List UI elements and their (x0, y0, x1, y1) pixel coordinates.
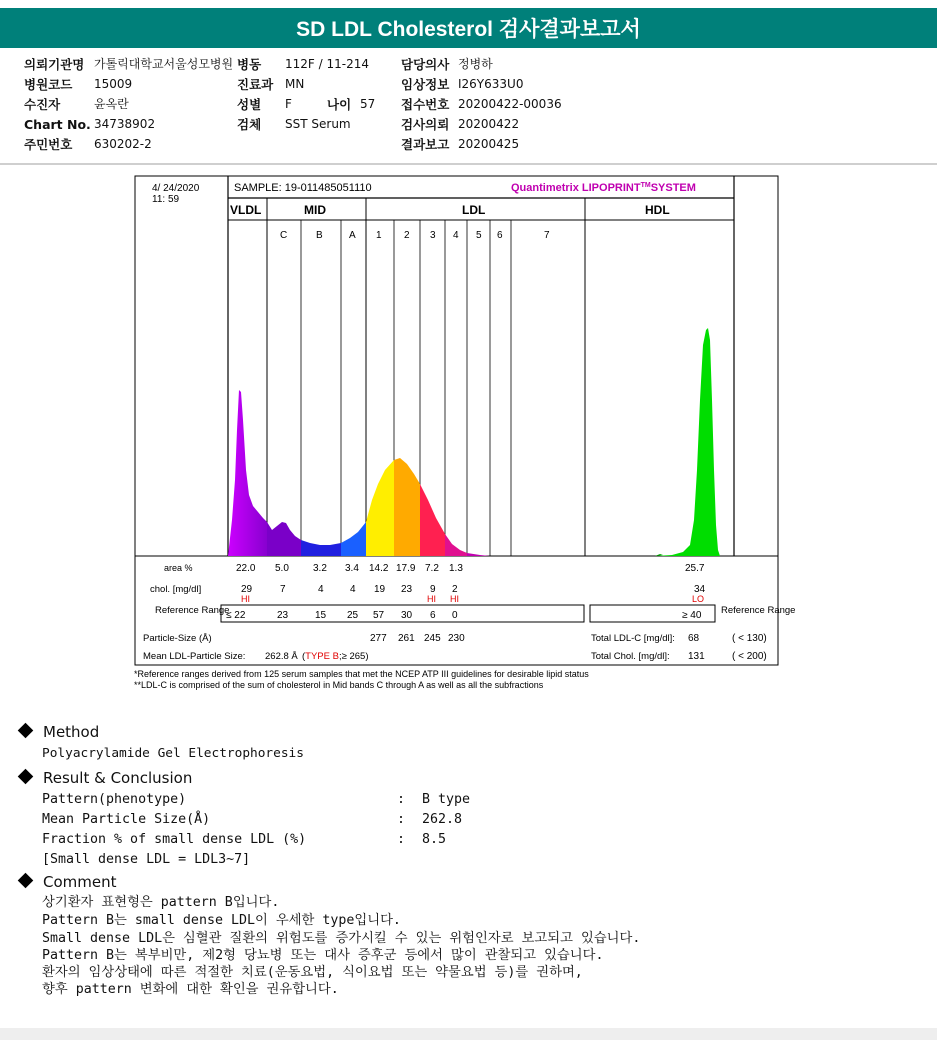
chol-label: chol. [mg/dl] (150, 584, 202, 595)
info-label: 수진자 (24, 97, 61, 112)
area-value: 5.0 (275, 563, 289, 574)
info-label: 검사의뢰 (401, 117, 450, 132)
ref-value: 30 (401, 610, 413, 621)
info-label: 검체 (237, 117, 262, 132)
info-label: 결과보고 (401, 137, 450, 152)
band-label: 2 (404, 230, 410, 241)
diamond-icon (18, 769, 34, 785)
result-value: 262.8 (422, 812, 463, 827)
result-sep: : (397, 812, 406, 827)
area-value: 3.2 (313, 563, 327, 574)
chol-value: 9 (430, 584, 436, 595)
band-label: 5 (476, 230, 482, 241)
chol-value: 4 (350, 584, 356, 595)
result-sep: : (397, 832, 406, 847)
chol-value: 2 (452, 584, 458, 595)
ref-label-right: Reference Range (721, 605, 796, 616)
result-label: Fraction % of small dense LDL (%) (42, 832, 307, 847)
ref-value: 25 (347, 610, 359, 621)
report-time: 11: 59 (152, 194, 180, 205)
diamond-icon (18, 723, 34, 739)
info-value: 15009 (94, 77, 133, 91)
result-value: B type (422, 792, 471, 807)
age-label: 나이 (327, 97, 352, 112)
footer-bar (0, 1028, 937, 1040)
info-value: 가톨릭대학교서울성모병원 (94, 57, 234, 71)
particle-value: 245 (424, 633, 441, 644)
ref-value: 23 (277, 610, 289, 621)
tchol-label: Total Chol. [mg/dl]: (591, 651, 670, 662)
ref-value: 6 (430, 610, 436, 621)
area-value: 3.4 (345, 563, 359, 574)
ref-value: ≤ 22 (226, 610, 246, 621)
age-value: 57 (360, 97, 376, 111)
info-label: 병동 (237, 57, 262, 72)
report-title: SD LDL Cholesterol 검사결과보고서 (0, 8, 937, 48)
area-value: 7.2 (425, 563, 439, 574)
comment-line: 환자의 임상상태에 따른 적절한 치료(운동요법, 식이요법 또는 약물요법 등)를 권하며, (42, 965, 583, 980)
chol-value: 19 (374, 584, 386, 595)
area-value: 17.9 (396, 563, 416, 574)
info-value: 630202-2 (94, 137, 152, 151)
comment-line: 향후 pattern 변화에 대한 확인을 권유합니다. (42, 982, 339, 997)
area-label: area % (164, 563, 193, 573)
brand-name: Quantimetrix LIPOPRINT™SYSTEM (511, 182, 696, 194)
band-label: B (316, 230, 323, 241)
comment-line: 상기환자 표현형은 pattern B입니다. (42, 895, 280, 910)
info-value: I26Y633U0 (458, 77, 524, 91)
method-text: Polyacrylamide Gel Electrophoresis (42, 746, 304, 761)
chol-value: 23 (401, 584, 413, 595)
flag-hi: HI (427, 594, 436, 604)
info-label: 성별 (237, 97, 262, 112)
info-label: 접수번호 (401, 97, 450, 112)
result-heading: Result & Conclusion (16, 769, 192, 787)
info-value: SST Serum (285, 117, 351, 131)
footnote-2: **LDL-C is comprised of the sum of cholesterol in Mid bands C through A as well as all the subfractions (134, 680, 544, 690)
band-label: 7 (544, 230, 550, 241)
info-value: 34738902 (94, 117, 156, 131)
result-sep: : (397, 792, 406, 807)
group-label-mid: MID (304, 203, 326, 217)
particle-value: 277 (370, 633, 387, 644)
group-label-vldl: VLDL (230, 203, 262, 217)
particle-value: 230 (448, 633, 465, 644)
info-label: 의뢰기관명 (24, 57, 85, 72)
comment-heading: Comment (16, 873, 117, 891)
info-label: 주민번호 (24, 137, 73, 152)
group-label-hdl: HDL (645, 203, 670, 217)
ref-value: ≥ 40 (682, 610, 702, 621)
area-value: 25.7 (685, 563, 705, 574)
info-value: MN (285, 77, 305, 91)
band-label: 1 (376, 230, 382, 241)
result-note: [Small dense LDL = LDL3~7] (42, 852, 251, 867)
ref-label: Reference Range (155, 605, 230, 616)
comment-line: Small dense LDL은 심혈관 질환의 위험도를 증가시킬 수 있는 위험인자로 보고되고 있습니다. (42, 931, 641, 946)
mean-value: 262.8 Å (265, 651, 298, 662)
result-value: 8.5 (422, 832, 447, 847)
info-value: F (285, 97, 292, 111)
info-value: 112F / 11-214 (285, 57, 369, 71)
group-label-ldl: LDL (462, 203, 486, 217)
band-label: 3 (430, 230, 436, 241)
info-label: 임상정보 (401, 77, 450, 92)
flag-lo: LO (692, 594, 705, 604)
method-heading: Method (16, 723, 99, 741)
info-label: 담당의사 (401, 57, 450, 72)
particle-value: 261 (398, 633, 415, 644)
ref-value: 15 (315, 610, 327, 621)
info-label: 병원코드 (24, 77, 73, 92)
info-value: 윤옥란 (94, 97, 129, 111)
footnote-1: *Reference ranges derived from 125 serum samples that met the NCEP ATP III guidelines for desirable lipid status (134, 669, 589, 679)
result-label: Pattern(phenotype) (42, 792, 187, 807)
ref-value: 0 (452, 610, 458, 621)
particle-label: Particle-Size (Å) (143, 633, 212, 644)
chol-value: 29 (241, 584, 253, 595)
report-date: 4/ 24/2020 (152, 183, 200, 194)
chol-value: 7 (280, 584, 286, 595)
flag-hi: HI (450, 594, 459, 604)
tchol-ref: ( < 200) (732, 651, 767, 662)
area-value: 1.3 (449, 563, 463, 574)
band-label: C (280, 230, 288, 241)
ldlc-label: Total LDL-C [mg/dl]: (591, 633, 675, 644)
band-label: 4 (453, 230, 459, 241)
info-value: 정병하 (458, 57, 493, 71)
band-label: 6 (497, 230, 503, 241)
mean-type: (TYPE B;≥ 265) (302, 651, 369, 662)
info-value: 20200422 (458, 117, 520, 131)
chol-value: 34 (694, 584, 706, 595)
chol-value: 4 (318, 584, 324, 595)
comment-line: Pattern B는 복부비만, 제2형 당뇨병 또는 대사 증후군 등에서 많이 관찰되고 있습니다. (42, 948, 604, 963)
area-value: 22.0 (236, 563, 256, 574)
result-label: Mean Particle Size(Å) (42, 812, 211, 827)
area-value: 14.2 (369, 563, 389, 574)
tchol-value: 131 (688, 651, 705, 662)
ref-value: 57 (373, 610, 385, 621)
comment-line: Pattern B는 small dense LDL이 우세한 type입니다. (42, 913, 401, 928)
diamond-icon (18, 873, 34, 889)
info-value: 20200425 (458, 137, 520, 151)
mean-label: Mean LDL-Particle Size: (143, 651, 246, 662)
info-label: 진료과 (237, 77, 274, 92)
info-label: Chart No. (24, 117, 91, 132)
info-value: 20200422-00036 (458, 97, 562, 111)
ldlc-ref: ( < 130) (732, 633, 767, 644)
band-label: A (349, 230, 356, 241)
flag-hi: HI (241, 594, 250, 604)
sample-id: SAMPLE: 19-011485051110 (234, 182, 372, 194)
ldlc-value: 68 (688, 633, 700, 644)
